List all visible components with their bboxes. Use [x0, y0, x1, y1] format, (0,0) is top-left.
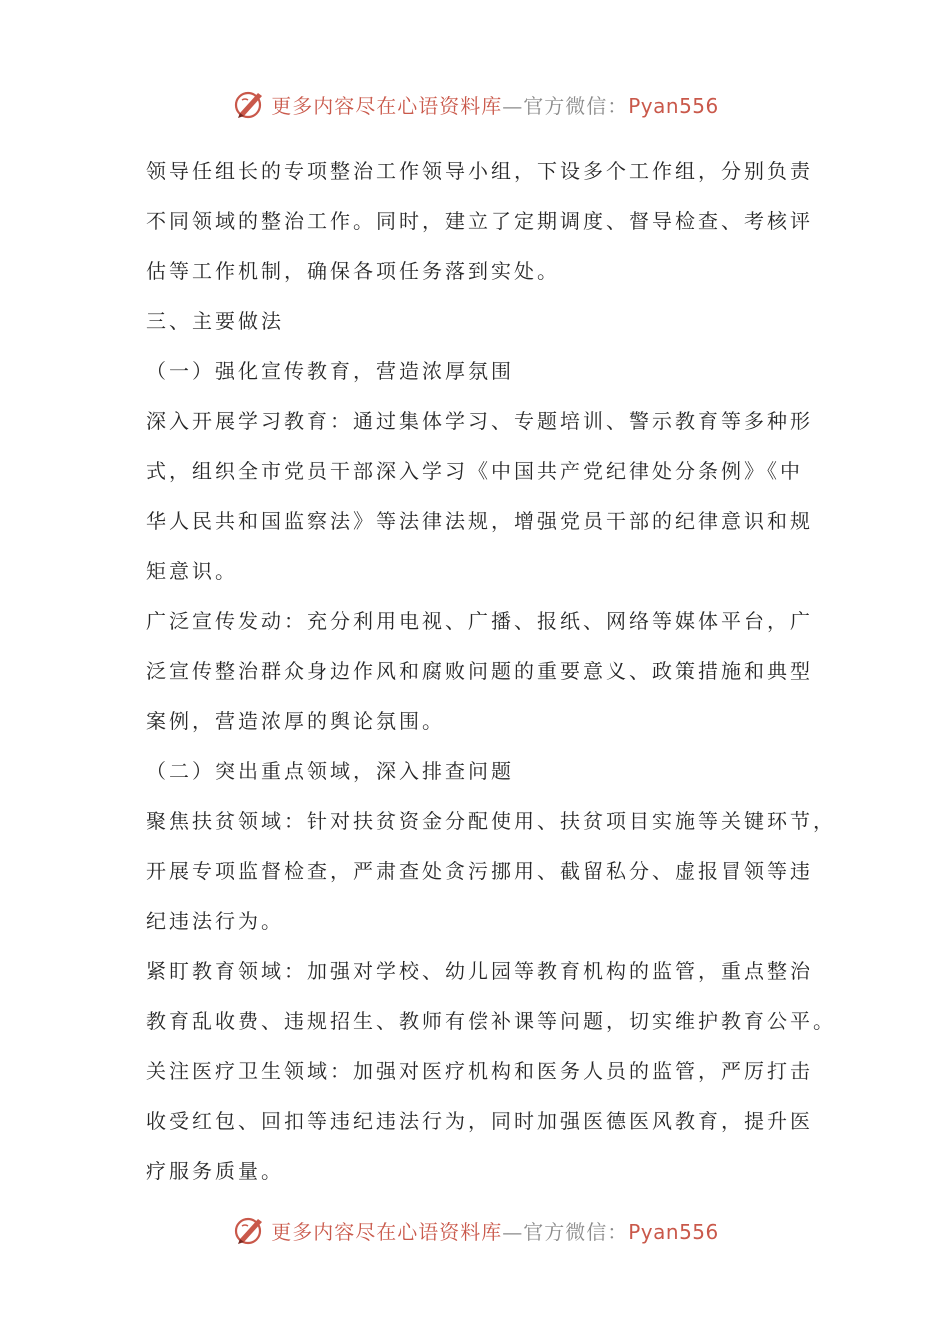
text-line: 领导任组长的专项整治工作领导小组，下设多个工作组，分别负责 — [146, 159, 813, 183]
document-body — [146, 146, 836, 1196]
text-line: 聚焦扶贫领域：针对扶贫资金分配使用、扶贫项目实施等关键环节， — [146, 809, 836, 833]
text-line: 式，组织全市党员干部深入学习《中国共产党纪律处分条例》《中 — [146, 459, 803, 483]
text-line: 疗服务质量。 — [146, 1159, 284, 1183]
text-line: 矩意识。 — [146, 559, 238, 583]
subsection-heading: （一）强化宣传教育，营造浓厚氛围 — [146, 359, 514, 383]
text-line: 泛宣传整治群众身边作风和腐败问题的重要意义、政策措施和典型 — [146, 659, 813, 683]
text-line: 收受红包、回扣等违纪违法行为，同时加强医德医风教育，提升医 — [146, 1109, 813, 1133]
text-line: 估等工作机制，确保各项任务落到实处。 — [146, 259, 560, 283]
subsection-heading: （二）突出重点领域，深入排查问题 — [146, 759, 514, 783]
text-line: 开展专项监督检查，严肃查处贪污挪用、截留私分、虚报冒领等违 — [146, 859, 813, 883]
text-line: 关注医疗卫生领域：加强对医疗机构和医务人员的监管，严厉打击 — [146, 1059, 813, 1083]
pen-logo-icon — [231, 86, 267, 122]
header-banner — [0, 84, 950, 124]
footer-banner — [0, 1210, 950, 1250]
text-line: 教育乱收费、违规招生、教师有偿补课等问题，切实维护教育公平。 — [146, 1009, 836, 1033]
text-line: 华人民共和国监察法》等法律法规，增强党员干部的纪律意识和规 — [146, 509, 813, 533]
banner-text: 更多内容尽在心语资料库—官方微信：Pyan556 — [271, 93, 719, 118]
text-line: 深入开展学习教育：通过集体学习、专题培训、警示教育等多种形 — [146, 409, 813, 433]
text-line: 不同领域的整治工作。同时，建立了定期调度、督导检查、考核评 — [146, 209, 813, 233]
banner-text: 更多内容尽在心语资料库—官方微信：Pyan556 — [271, 1219, 719, 1244]
pen-logo-icon — [231, 1212, 267, 1248]
section-heading: 三、主要做法 — [146, 309, 284, 333]
text-line: 纪违法行为。 — [146, 909, 284, 933]
text-line: 紧盯教育领域：加强对学校、幼儿园等教育机构的监管，重点整治 — [146, 959, 813, 983]
text-line: 案例，营造浓厚的舆论氛围。 — [146, 709, 445, 733]
text-line: 广泛宣传发动：充分利用电视、广播、报纸、网络等媒体平台，广 — [146, 609, 813, 633]
